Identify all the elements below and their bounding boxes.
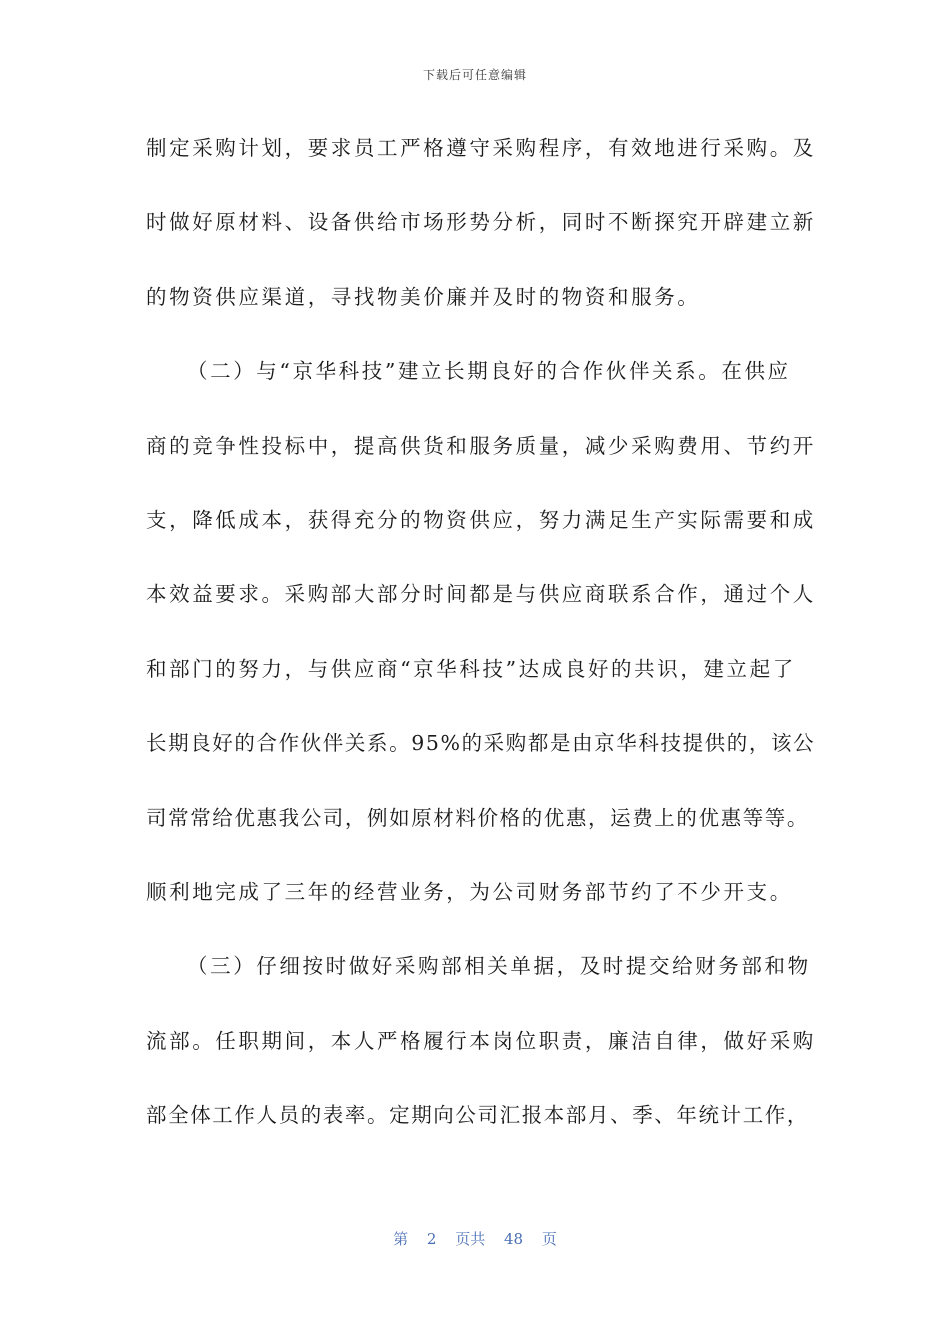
body-line: 商的竞争性投标中，提高供货和服务质量，减少采购费用、节约开 [146,433,816,458]
document-body [146,124,818,1165]
body-line: 司常常给优惠我公司，例如原材料价格的优惠，运费上的优惠等等。 [146,805,809,830]
body-line: 本效益要求。采购部大部分时间都是与供应商联系合作，通过个人 [146,582,816,607]
footer-middle: 页共 [455,1230,486,1248]
footer-prefix: 第 [393,1230,409,1248]
body-line: 顺利地完成了三年的经营业务，为公司财务部节约了不少开支。 [146,879,793,904]
body-line: 支，降低成本，获得充分的物资供应，努力满足生产实际需要和成 [146,507,816,532]
footer-current-page: 2 [426,1230,437,1248]
page-header [0,66,950,83]
body-line: 部全体工作人员的表率。定期向公司汇报本部月、季、年统计工作， [146,1103,809,1128]
body-line: 长期良好的合作伙伴关系。95%的采购都是由京华科技提供的，该公 [146,731,816,756]
body-line: 和部门的努力，与供应商“京华科技”达成良好的共识，建立起了 [146,656,796,681]
header-text: 下载后可任意编辑 [422,68,527,82]
footer-total-pages: 48 [504,1230,524,1248]
body-line: 制定采购计划，要求员工严格遵守采购程序，有效地进行采购。及 [146,136,816,160]
body-line: 时做好原材料、设备供给市场形势分析，同时不断探究开辟建立新 [146,210,816,235]
body-line: 的物资供应渠道，寻找物美价廉并及时的物资和服务。 [146,284,701,309]
body-line-paragraph-start: （二）与“京华科技”建立长期良好的合作伙伴关系。在供应 [187,359,791,384]
footer-suffix: 页 [541,1230,557,1248]
body-line-paragraph-start: （三）仔细按时做好采购部相关单据，及时提交给财务部和物 [187,954,811,979]
body-line: 流部。任职期间，本人严格履行本岗位职责，廉洁自律，做好采购 [146,1028,816,1053]
page-footer [0,1228,950,1249]
